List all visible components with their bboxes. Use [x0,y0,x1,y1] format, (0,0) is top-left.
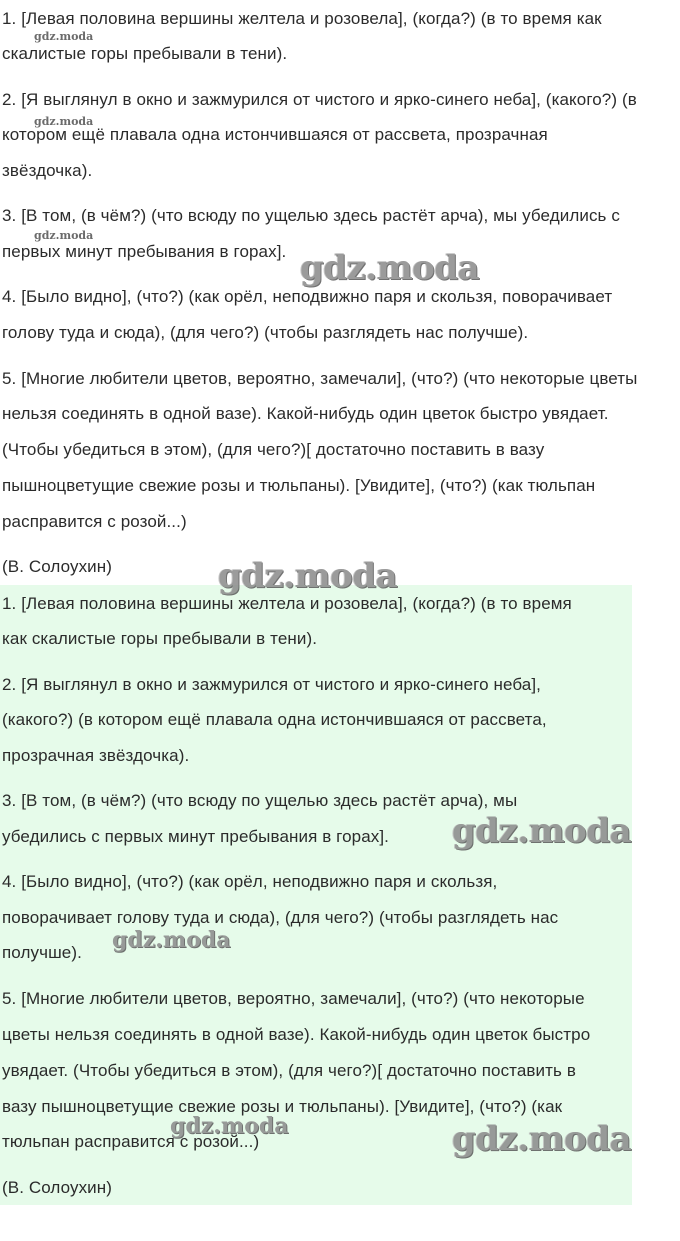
text-line: убедились с первых минут пребывания в горах]. [2,827,389,846]
text-line: 1. [Левая половина вершины желтела и розовела], (когда?) (в то время [2,594,572,613]
text-line: первых минут пребывания в горах]. [2,242,287,261]
watermark-logo: gdz.moda [34,115,94,128]
text-line: котором ещё плавала одна истончившаяся от рассвета, прозрачная [2,125,548,144]
text-line: 4. [Было видно], (что?) (как орёл, неподвижно паря и скользя, [2,872,498,891]
text-line: 3. [В том, (в чём?) (что всюду по ущелью здесь растёт арча), мы [2,791,518,810]
text-line: как скалистые горы пребывали в тени). [2,629,318,648]
text-line: звёздочка). [2,161,93,180]
text-line: 1. [Левая половина вершины желтела и розовела], (когда?) (в то время как [2,9,602,28]
text-line: тюльпан расправится с розой...) [2,1132,260,1151]
watermark-logo: gdz.moda [218,556,398,596]
watermark-logo: gdz.moda [452,1119,632,1159]
text-line: (какого?) (в котором ещё плавала одна истончившаяся от рассвета, [2,710,547,729]
watermark-logo: gdz.moda [34,229,94,242]
text-line: 2. [Я выглянул в окно и зажмурился от чистого и ярко-синего неба], (какого?) (в [2,90,637,109]
author-credit: (В. Солоухин) [2,557,113,576]
text-line: 5. [Многие любители цветов, вероятно, замечали], (что?) (что некоторые цветы [2,369,638,388]
text-line: пышноцветущие свежие розы и тюльпаны). [Увидите], (что?) (как тюльпан [2,476,596,495]
text-line: голову туда и сюда), (для чего?) (чтобы разглядеть нас получше). [2,323,529,342]
text-line: расправится с розой...) [2,512,187,531]
text-line: скалистые горы пребывали в тени). [2,44,288,63]
watermark-logo: gdz.moda [34,30,94,43]
text-line: поворачивает голову туда и сюда), (для чего?) (чтобы разглядеть нас [2,908,559,927]
watermark-logo: gdz.moda [170,1113,289,1139]
text-line: 2. [Я выглянул в окно и зажмурился от чистого и ярко-синего неба], [2,675,541,694]
text-line: (Чтобы убедиться в этом), (для чего?)[ достаточно поставить в вазу [2,440,545,459]
author-credit: (В. Солоухин) [2,1178,113,1197]
text-line: 3. [В том, (в чём?) (что всюду по ущелью здесь растёт арча), мы убедились с [2,206,620,225]
text-line: получше). [2,943,82,962]
text-line: вазу пышноцветущие свежие розы и тюльпаны). [Увидите], (что?) (как [2,1097,563,1116]
text-line: увядает. (Чтобы убедиться в этом), (для чего?)[ достаточно поставить в [2,1061,576,1080]
text-line: нельзя соединять в одной вазе). Какой-нибудь один цветок быстро увядает. [2,404,609,423]
text-line: 5. [Многие любители цветов, вероятно, замечали], (что?) (что некоторые [2,989,585,1008]
watermark-logo: gdz.moda [112,927,231,953]
highlighted-answer-block [0,585,632,1205]
text-line: цветы нельзя соединять в одной вазе). Какой-нибудь один цветок быстро [2,1025,591,1044]
text-line: прозрачная звёздочка). [2,746,190,765]
watermark-logo: gdz.moda [300,248,480,288]
watermark-logo: gdz.moda [452,811,632,851]
text-line: 4. [Было видно], (что?) (как орёл, неподвижно паря и скользя, поворачивает [2,287,613,306]
